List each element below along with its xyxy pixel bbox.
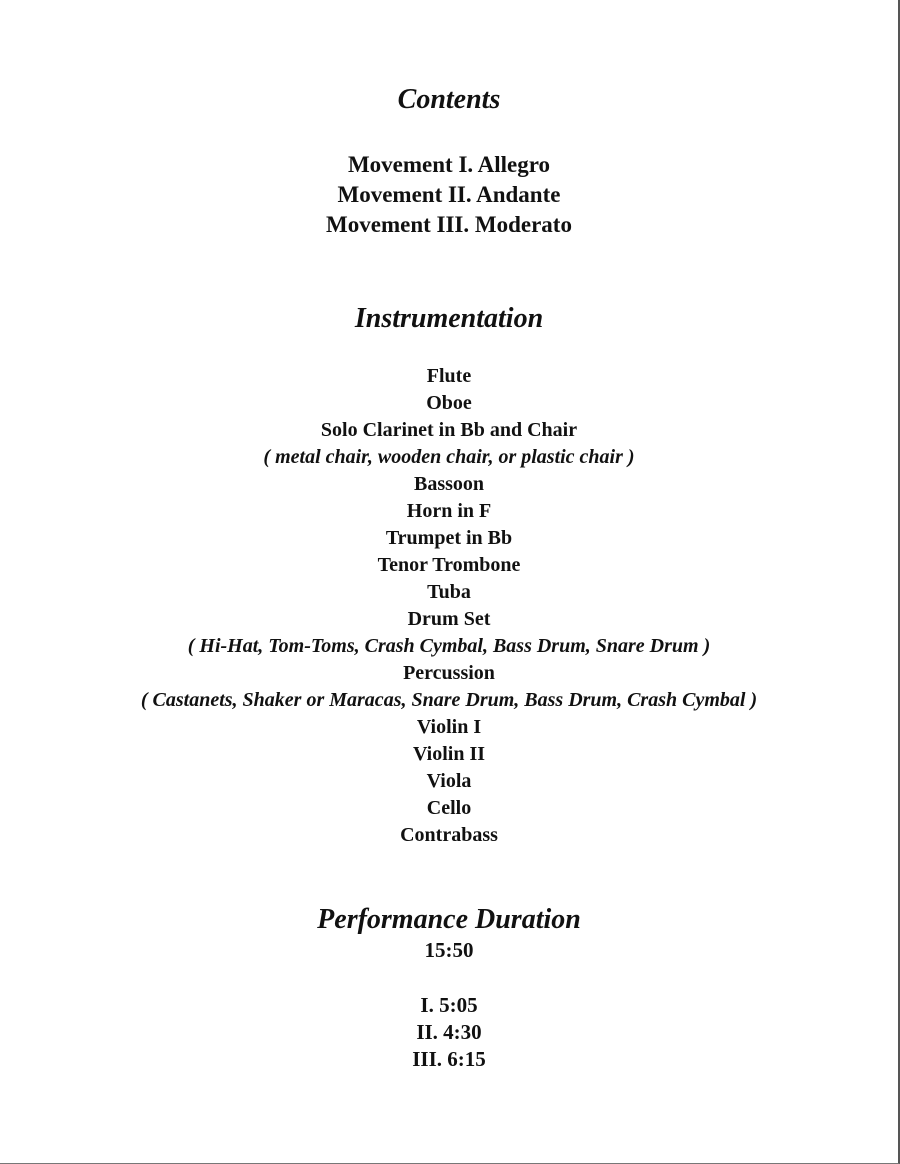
instrumentation-heading: Instrumentation (354, 303, 544, 334)
instrument-item: Cello (426, 797, 472, 819)
instrument-item: Horn in F (406, 500, 492, 522)
movement-duration: II. 4:30 (416, 1020, 482, 1044)
contents-heading: Contents (397, 84, 501, 115)
instrument-item: Tenor Trombone (377, 554, 521, 576)
instrument-item: Oboe (426, 392, 472, 414)
instrument-item: Contrabass (400, 824, 498, 846)
movement-duration: III. 6:15 (412, 1047, 486, 1071)
instrument-item: Percussion (403, 662, 495, 684)
instrument-item: Drum Set (407, 608, 491, 630)
duration-heading: Performance Duration (317, 904, 581, 935)
movement-item: Movement II. Andante (337, 182, 561, 207)
total-duration: 15:50 (424, 938, 474, 962)
instrument-item: Trumpet in Bb (385, 527, 513, 549)
movement-item: Movement III. Moderato (326, 212, 572, 237)
movement-duration: I. 5:05 (420, 993, 478, 1017)
instrument-item: Solo Clarinet in Bb and Chair (320, 419, 578, 441)
movement-item: Movement I. Allegro (347, 152, 551, 177)
instrument-note: ( Castanets, Shaker or Maracas, Snare Drum, Bass Drum, Crash Cymbal ) (140, 689, 758, 711)
instrument-note: ( metal chair, wooden chair, or plastic chair ) (263, 446, 635, 468)
instrument-item: Flute (426, 365, 472, 387)
instrument-item: Viola (426, 770, 472, 792)
instrument-item: Bassoon (413, 473, 485, 495)
instrument-item: Violin I (416, 716, 482, 738)
instrument-note: ( Hi-Hat, Tom-Toms, Crash Cymbal, Bass Drum, Snare Drum ) (187, 635, 711, 657)
instrument-item: Tuba (427, 581, 471, 603)
instrument-item: Violin II (412, 743, 486, 765)
